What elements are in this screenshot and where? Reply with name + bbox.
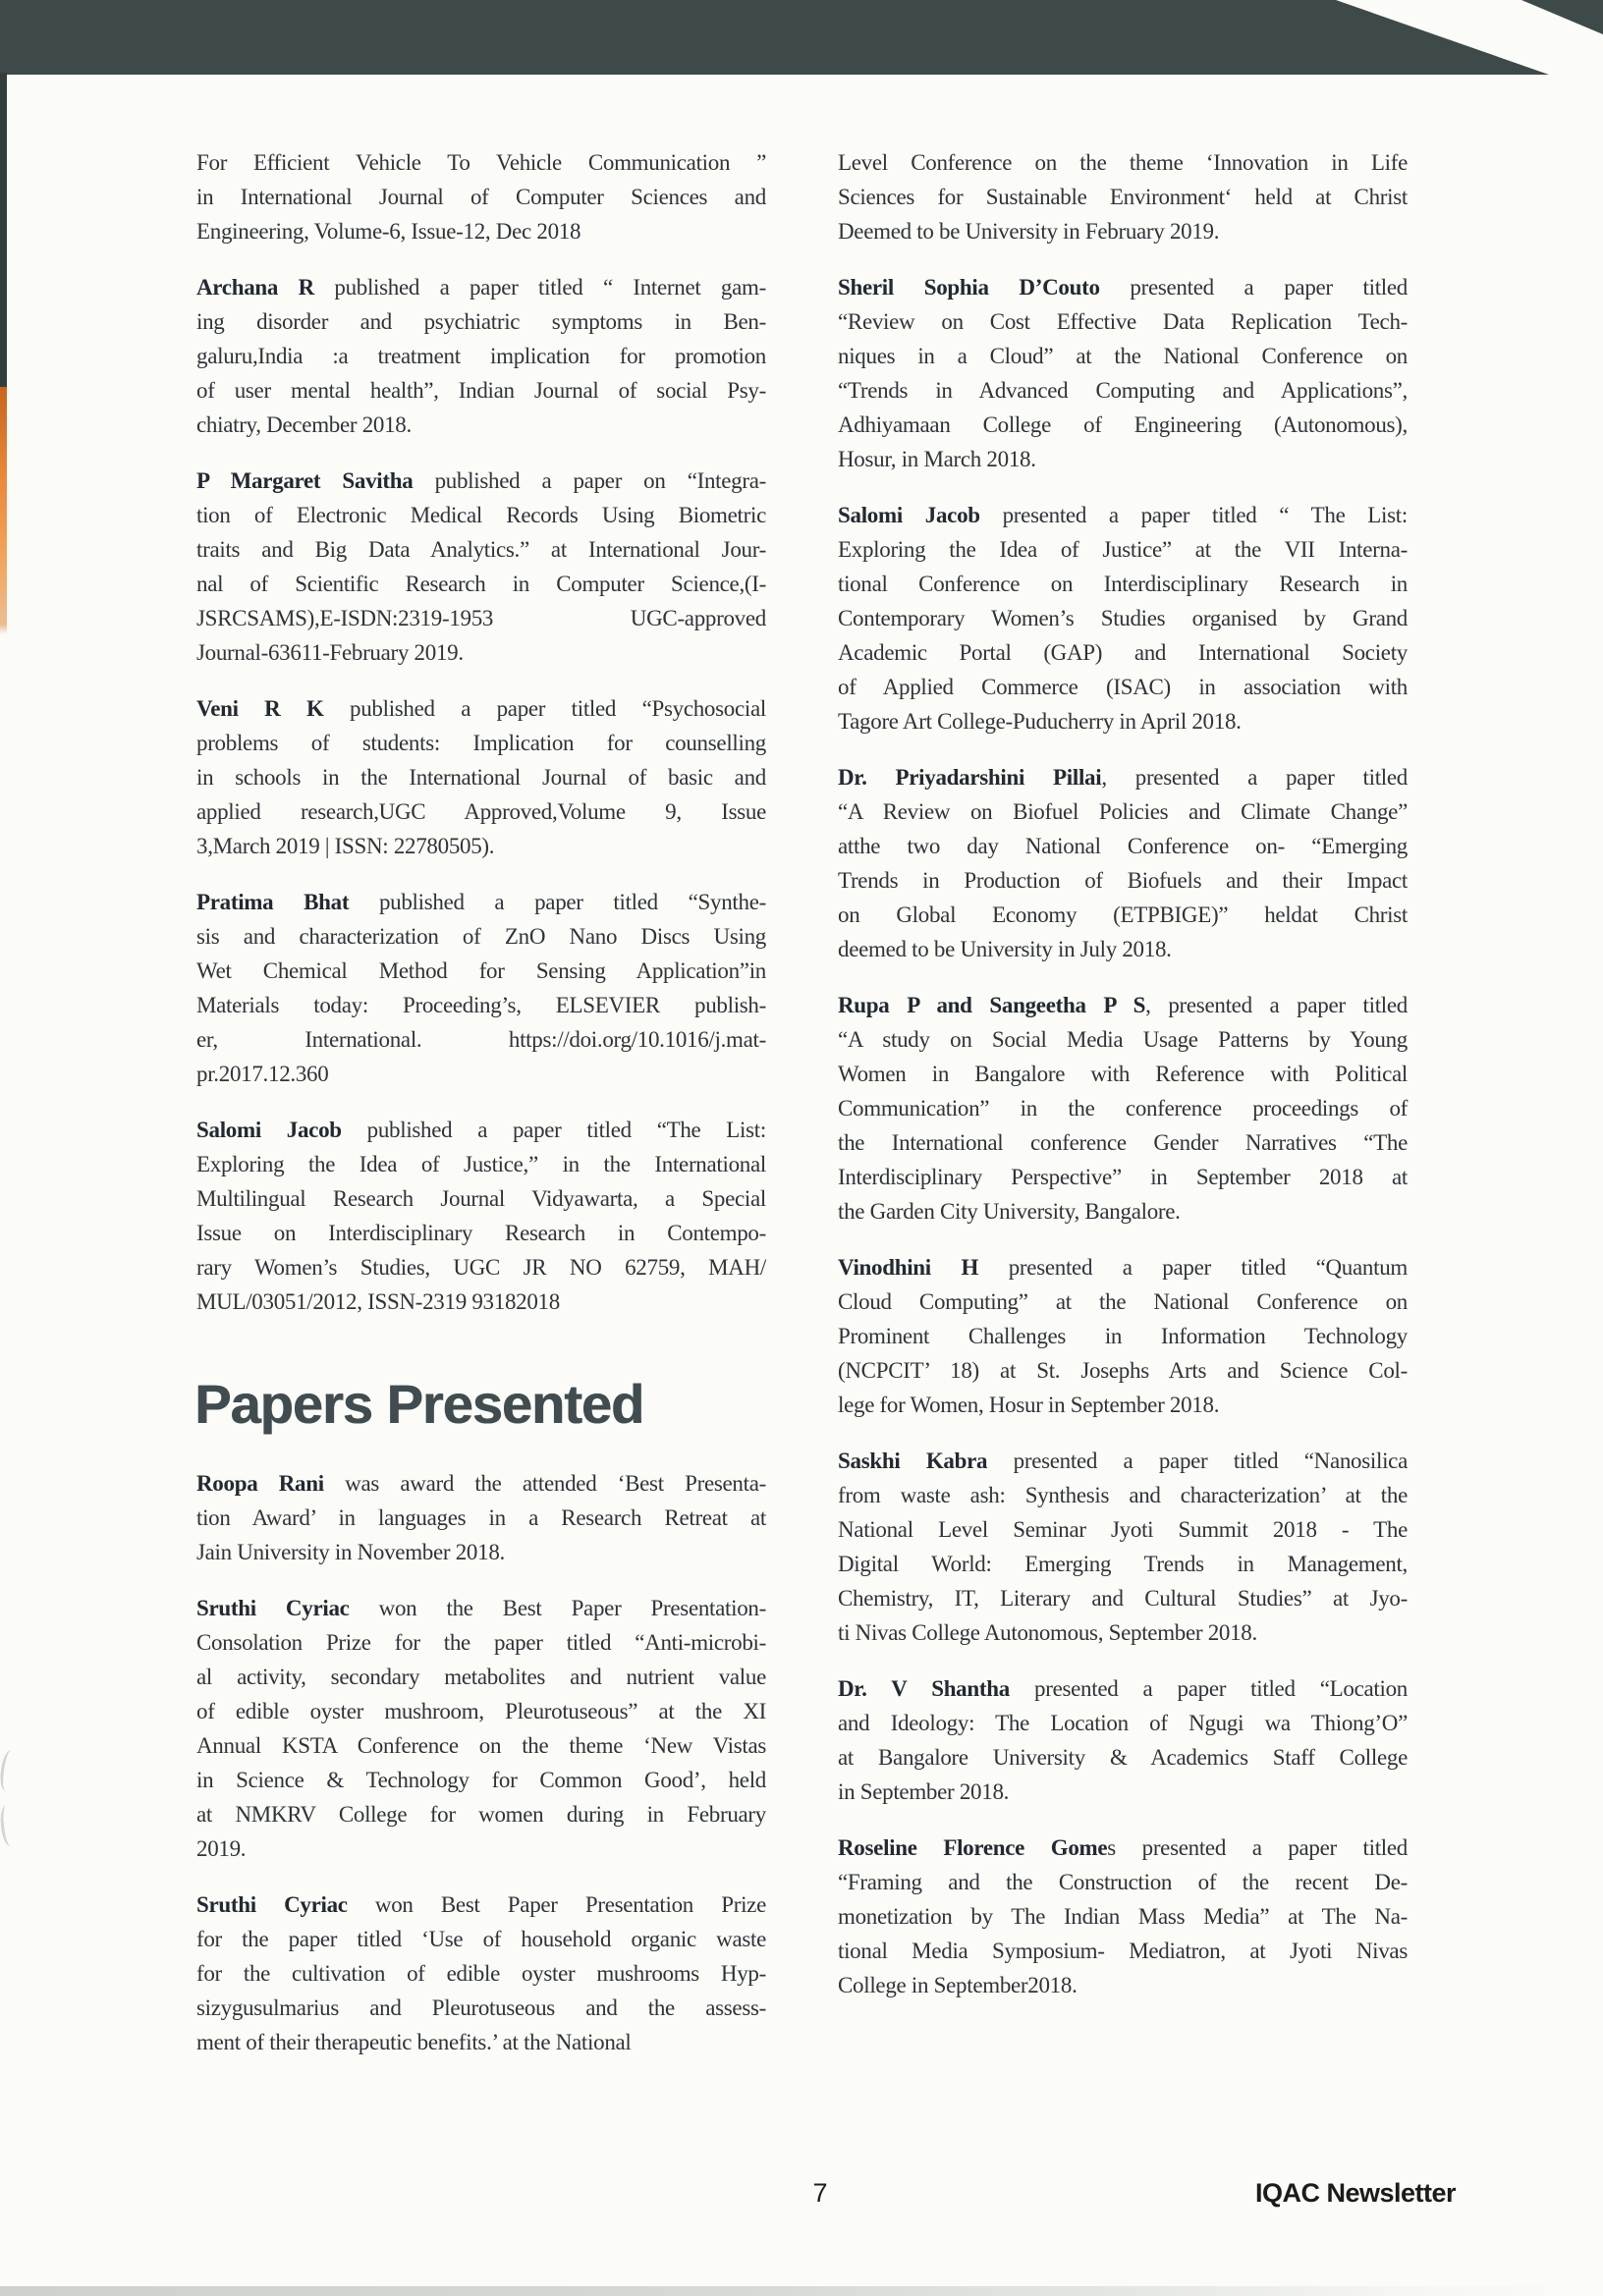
paragraph [838, 270, 1408, 476]
text-line: of Applied Commerce (ISAC) in association with [838, 675, 1408, 699]
text-line: (NCPCIT’ 18) at St. Josephs Arts and Science Col- [838, 1358, 1408, 1383]
text-line: MUL/03051/2012, ISSN-2319 93182018 [196, 1289, 560, 1314]
text-line: monetization by The Indian Mass Media” at The Na- [838, 1904, 1408, 1929]
text-line: “Review on Cost Effective Data Replication Tech- [838, 309, 1408, 334]
text-line: Exploring the Idea of Justice” at the VII Interna- [838, 537, 1408, 562]
text-line: Level Conference on the theme ‘Innovation in Life [838, 150, 1408, 175]
scan-artifact-arc [0, 1804, 18, 1846]
text-line: Annual KSTA Conference on the theme ‘New Vistas [196, 1733, 766, 1758]
paragraph [196, 270, 766, 442]
author-name: Dr. Priyadarshini Pillai [838, 765, 1102, 790]
text-line: at NMKRV College for women during in February [196, 1802, 766, 1827]
text-line: Dr. Priyadarshini Pillai, presented a paper titled [838, 765, 1408, 790]
left-edge-strip-dark [0, 73, 7, 387]
text-line: al activity, secondary metabolites and nutrient value [196, 1665, 766, 1689]
text-line: tional Media Symposium- Mediatron, at Jyoti Nivas [838, 1939, 1408, 1963]
bottom-scan-edge [0, 2286, 1603, 2296]
author-name: Sruthi Cyriac [196, 1596, 350, 1620]
text-line: galuru,India :a treatment implication for promotion [196, 344, 766, 368]
author-name: Saskhi Kabra [838, 1449, 988, 1473]
text-line: Prominent Challenges in Information Technology [838, 1324, 1408, 1348]
paragraph [196, 1887, 766, 2059]
author-name: Dr. V Shantha [838, 1676, 1010, 1701]
text-line: Women in Bangalore with Reference with Political [838, 1062, 1408, 1086]
text-line: from waste ash: Synthesis and characterization’ at the [838, 1483, 1408, 1507]
text-line: applied research,UGC Approved,Volume 9, Issue [196, 799, 766, 824]
paragraph [838, 1444, 1408, 1650]
text-line: in September 2018. [838, 1779, 1010, 1804]
text-line: ing disorder and psychiatric symptoms in Ben- [196, 309, 766, 334]
author-name: Sheril Sophia D’Couto [838, 275, 1100, 300]
text-line: rary Women’s Studies, UGC JR NO 62759, MAH/ [196, 1255, 766, 1280]
text-line: Adhiyamaan College of Engineering (Autonomous), [838, 412, 1408, 437]
paragraph [838, 988, 1408, 1229]
paragraph [838, 1671, 1408, 1809]
banner-band [0, 0, 1549, 75]
text-line: sis and characterization of ZnO Nano Discs Using [196, 924, 766, 949]
text-line: Exploring the Idea of Justice,” in the International [196, 1152, 766, 1176]
paragraph [196, 1466, 766, 1569]
text-line: Hosur, in March 2018. [838, 447, 1036, 471]
text-line: Sruthi Cyriac won the Best Paper Presentation- [196, 1596, 766, 1620]
text-line: ti Nivas College Autonomous, September 2018. [838, 1620, 1257, 1645]
text-line: Issue on Interdisciplinary Research in Contempo- [196, 1221, 766, 1245]
text-line: Salomi Jacob published a paper titled “The List: [196, 1118, 766, 1142]
text-line: Trends in Production of Biofuels and their Impact [838, 868, 1408, 893]
top-banner-swoosh [0, 0, 1603, 88]
text-line: tional Conference on Interdisciplinary Research in [838, 572, 1408, 596]
text-line: “A study on Social Media Usage Patterns by Young [838, 1027, 1408, 1052]
text-line: “Trends in Advanced Computing and Applications”, [838, 378, 1408, 403]
author-name: Pratima Bhat [196, 890, 350, 914]
paragraph-continuation [196, 145, 766, 248]
text-line: lege for Women, Hosur in September 2018. [838, 1393, 1220, 1417]
text-line: Communication” in the conference proceedings of [838, 1096, 1408, 1121]
paragraph [196, 691, 766, 863]
text-line: Rupa P and Sangeetha P S, presented a paper titled [838, 993, 1408, 1017]
text-line: traits and Big Data Analytics.” at International Jour- [196, 537, 766, 562]
text-line: Deemed to be University in February 2019. [838, 219, 1220, 244]
author-name: P Margaret Savitha [196, 468, 414, 493]
text-line: deemed to be University in July 2018. [838, 937, 1172, 961]
paragraph-continuation [838, 145, 1408, 248]
text-line: Salomi Jacob presented a paper titled “ The List: [838, 503, 1408, 527]
text-line: Veni R K published a paper titled “Psychosocial [196, 696, 766, 721]
author-name: Vinodhini H [838, 1255, 979, 1280]
text-line: for the cultivation of edible oyster mushrooms Hyp- [196, 1961, 766, 1986]
author-name: Salomi Jacob [196, 1118, 342, 1142]
author-name: Archana R [196, 275, 314, 300]
text-line: in schools in the International Journal of basic and [196, 765, 766, 790]
text-line: of edible oyster mushroom, Pleurotuseous” at the XI [196, 1699, 766, 1723]
text-line: 2019. [196, 1836, 247, 1861]
scan-artifact-arc [0, 1749, 19, 1792]
text-line: of user mental health”, Indian Journal of social Psy- [196, 378, 766, 403]
text-line: Roseline Florence Gomes presented a paper titled [838, 1835, 1408, 1860]
text-line: on Global Economy (ETPBIGE)” heldat Christ [838, 902, 1408, 927]
text-line: Roopa Rani was award the attended ‘Best Presenta- [196, 1471, 766, 1496]
text-line: niques in a Cloud” at the National Conference on [838, 344, 1408, 368]
paragraph [838, 760, 1408, 966]
text-line: Journal-63611-February 2019. [196, 640, 464, 665]
banner-corner-triangle [1521, 0, 1603, 34]
section-heading: Papers Presented [194, 1373, 644, 1435]
text-line: problems of students: Implication for counselling [196, 731, 766, 755]
text-line: Interdisciplinary Perspective” in September 2018 at [838, 1165, 1408, 1189]
paragraph [838, 1250, 1408, 1422]
text-line: er, International. https://doi.org/10.1016/j.mat- [196, 1027, 766, 1052]
text-line: National Level Seminar Jyoti Summit 2018 - The [838, 1517, 1408, 1542]
paragraph [196, 464, 766, 670]
text-line: Cloud Computing” at the National Conference on [838, 1289, 1408, 1314]
text-line: College in September2018. [838, 1973, 1078, 1997]
text-line: Contemporary Women’s Studies organised by Grand [838, 606, 1408, 630]
author-name: Roopa Rani [196, 1471, 324, 1496]
text-line: Tagore Art College-Puducherry in April 2018. [838, 709, 1242, 734]
text-line: for the paper titled ‘Use of household organic waste [196, 1927, 766, 1951]
text-line: Sheril Sophia D’Couto presented a paper titled [838, 275, 1408, 300]
text-line: at Bangalore University & Academics Staff College [838, 1745, 1408, 1770]
text-line: Jain University in November 2018. [196, 1540, 505, 1564]
paragraph [838, 498, 1408, 738]
text-line: Chemistry, IT, Literary and Cultural Studies” at Jyo- [838, 1586, 1408, 1611]
text-line: Saskhi Kabra presented a paper titled “Nanosilica [838, 1449, 1408, 1473]
paragraph [838, 1831, 1408, 2002]
text-line: Sruthi Cyriac won Best Paper Presentation Prize [196, 1892, 766, 1917]
text-line: Academic Portal (GAP) and International Society [838, 640, 1408, 665]
right-column [838, 145, 1408, 2024]
text-line: Dr. V Shantha presented a paper titled “Location [838, 1676, 1408, 1701]
text-line: Materials today: Proceeding’s, ELSEVIER publish- [196, 993, 766, 1017]
text-line: For Efficient Vehicle To Vehicle Communication ” [196, 150, 766, 175]
author-name: Roseline Florence Gome [838, 1835, 1108, 1860]
page-number: 7 [812, 2178, 828, 2208]
text-line: tion of Electronic Medical Records Using Biometric [196, 503, 766, 527]
paragraph [196, 1113, 766, 1319]
author-name: Sruthi Cyriac [196, 1892, 348, 1917]
author-name: Veni R K [196, 696, 324, 721]
text-line: the International conference Gender Narratives “The [838, 1130, 1408, 1155]
text-line: P Margaret Savitha published a paper on “Integra- [196, 468, 767, 493]
text-line: Engineering, Volume-6, Issue-12, Dec 2018 [196, 219, 581, 244]
text-line: in Science & Technology for Common Good’, held [196, 1768, 766, 1792]
text-line: Archana R published a paper titled “ Internet gam- [196, 275, 766, 300]
left-column [196, 145, 766, 2081]
text-line: 3,March 2019 | ISSN: 22780505). [196, 834, 495, 858]
paragraph [196, 1591, 766, 1866]
text-line: Vinodhini H presented a paper titled “Quantum [838, 1255, 1408, 1280]
text-line: atthe two day National Conference on- “Emerging [838, 834, 1408, 858]
text-line: the Garden City University, Bangalore. [838, 1199, 1181, 1224]
text-line: and Ideology: The Location of Ngugi wa Thiong’O” [838, 1711, 1408, 1735]
left-edge-strip-orange [0, 387, 7, 634]
author-name: Rupa P and Sangeetha P S [838, 993, 1146, 1017]
text-line: in International Journal of Computer Sciences and [196, 185, 766, 209]
author-name: Salomi Jacob [838, 503, 980, 527]
text-line: Digital World: Emerging Trends in Management, [838, 1552, 1408, 1576]
text-line: JSRCSAMS),E-ISDN:2319-1953 UGC-approved [196, 606, 766, 630]
text-line: tion Award’ in languages in a Research Retreat at [196, 1505, 766, 1530]
paragraph [196, 885, 766, 1091]
text-line: Sciences for Sustainable Environment‘ held at Christ [838, 185, 1408, 209]
text-line: “Framing and the Construction of the recent De- [838, 1870, 1408, 1894]
text-line: pr.2017.12.360 [196, 1062, 329, 1086]
text-line: ment of their therapeutic benefits.’ at the National [196, 2030, 632, 2054]
text-line: sizygusulmarius and Pleurotuseous and the assess- [196, 1995, 766, 2020]
text-line: “A Review on Biofuel Policies and Climate Change” [838, 799, 1408, 824]
text-line: Consolation Prize for the paper titled “Anti-microbi- [196, 1630, 766, 1655]
text-line: chiatry, December 2018. [196, 412, 412, 437]
text-line: Wet Chemical Method for Sensing Application”in [196, 958, 766, 983]
text-line: Pratima Bhat published a paper titled “Synthe- [196, 890, 766, 914]
newsletter-brand: IQAC Newsletter [1254, 2178, 1456, 2208]
text-line: nal of Scientific Research in Computer Science,(I- [196, 572, 766, 596]
text-line: Multilingual Research Journal Vidyawarta, a Special [196, 1186, 766, 1211]
